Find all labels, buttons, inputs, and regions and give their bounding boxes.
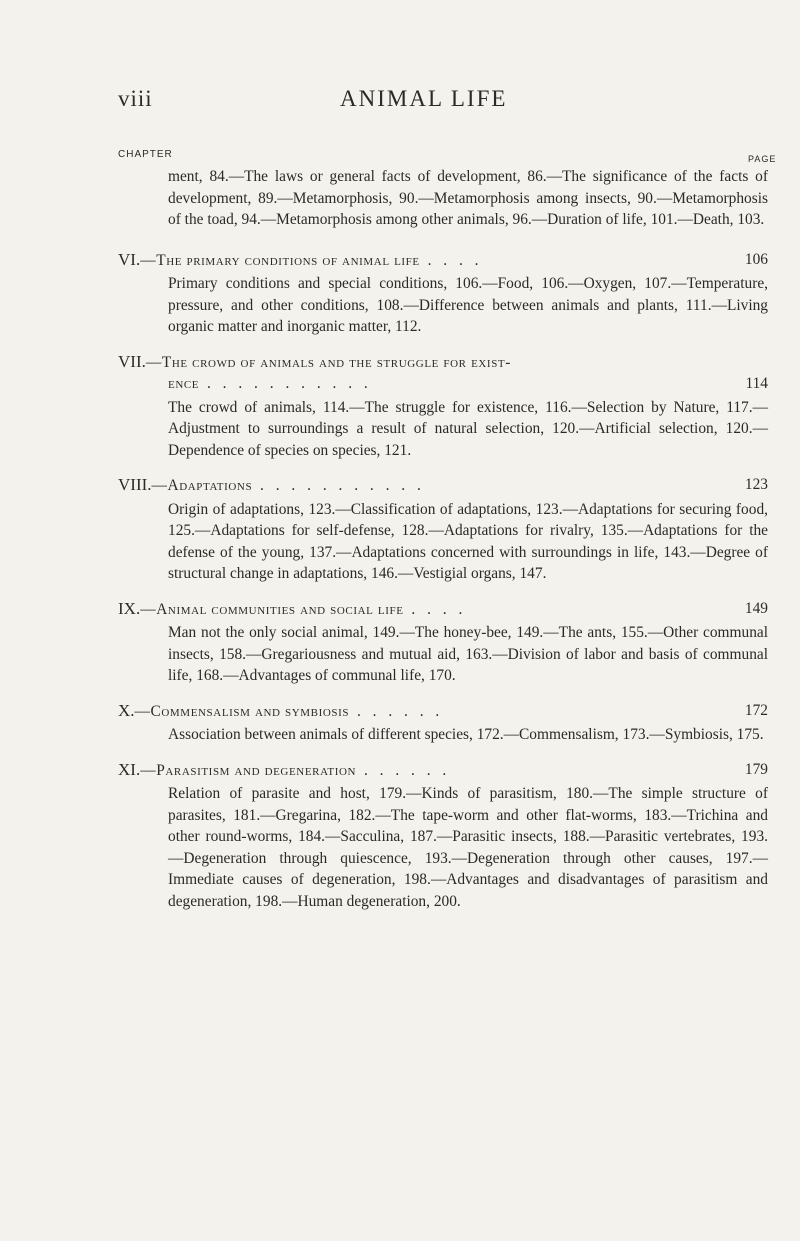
chapter-summary: The crowd of animals, 114.—The struggle for existence, 116.—Selection by Nature, 117.—Adjustment to surroundings a result of natural selection, 120.—Artificial selection, 120.—Dependence of species on species, 121.: [168, 398, 768, 459]
chapter-heading-continued: [118, 373, 768, 395]
chapter-title: —Adaptations: [151, 477, 253, 494]
chapter-summary: Association between animals of different species, 172.—Commensalism, 173.—Symbiosis, 175.: [168, 726, 764, 743]
chapter-title: —Animal communities and social life: [140, 600, 404, 618]
chapter-title-continued: ence: [168, 375, 200, 392]
chapter-summary: Origin of adaptations, 123.—Classification of adaptations, 123.—Adaptations for securing food, 125.—Adaptations for self-defense, 128.—Adaptations for rivalry, 135.—Adaptations for the defense of the young, 137.—Adaptations concerned with surroundings in life, 143.—Degree of structural change in adaptations, 146.—Vestigial organs, 147.: [168, 500, 768, 582]
chapter-entry-x: [118, 700, 768, 746]
chapter-numeral: VI.: [118, 249, 141, 269]
page-column-label: PAGE: [748, 154, 777, 164]
chapter-entry-xi: [118, 759, 768, 913]
chapter-heading: [118, 474, 768, 497]
dot-leader: . . . . . .: [356, 761, 451, 779]
chapter-heading: [118, 700, 768, 723]
dot-leader: . . . . . . . . . . .: [199, 375, 372, 392]
chapter-numeral: XI.: [118, 759, 141, 779]
dot-leader: . . . .: [403, 600, 467, 618]
chapter-numeral: X.: [118, 700, 135, 720]
table-of-contents: [118, 166, 768, 912]
chapter-entry-vi: [118, 249, 768, 338]
chapter-page-number: 179: [744, 760, 768, 778]
dot-leader: . . . . . . . . . . .: [252, 477, 425, 494]
chapter-numeral: IX.: [118, 598, 141, 618]
chapter-heading: [118, 598, 768, 621]
chapter-title: —Parasitism and degeneration: [140, 761, 357, 779]
chapter-numeral: VIII.: [118, 475, 152, 494]
running-title: ANIMAL LIFE: [340, 86, 508, 111]
chapter-heading: [118, 351, 768, 374]
chapter-page-number: 114: [745, 375, 768, 392]
chapter-title: —Commensalism and symbiosis: [134, 702, 350, 720]
page-number: viii: [118, 86, 153, 111]
continued-chapter-summary: ment, 84.—The laws or general facts of development, 86.—The significance of the facts of development, 89.—Metamorphosis, 90.—Metamorphosis among insects, 90.—Metamorphosis of the toad, 94.—Metamorphosis among other animals, 96.—Duration of life, 101.—Death, 103.: [168, 168, 768, 228]
chapter-title: —The primary conditions of animal life: [140, 251, 420, 269]
chapter-page-number: 123: [744, 476, 768, 493]
chapter-summary: Relation of parasite and host, 179.—Kinds of parasitism, 180.—The simple structure of parasites, 181.—Gregarina, 182.—The tape-worm and other flat-worms, 183.—Trichina and other round-worms, 184.—Sacculina, 187.—Parasitic insects, 188.—Parasitic vertebrates, 193.—Degeneration through quiescence, 193.—Degeneration through other causes, 197.—Immediate causes of degeneration, 198.—Advantages and disadvantages of parasitism and degeneration, 198.—Human degeneration, 200.: [168, 785, 768, 910]
chapter-entry-ix: [118, 598, 768, 687]
chapter-page-number: 172: [744, 701, 768, 719]
dot-leader: . . . . . .: [349, 702, 444, 720]
chapter-summary: Man not the only social animal, 149.—The honey-bee, 149.—The ants, 155.—Other communal insects, 158.—Gregariousness and mutual aid, 163.—Division of labor and basis of communal life, 168.—Advantages of communal life, 170.: [168, 624, 768, 684]
chapter-entry-viii: [118, 474, 768, 585]
chapter-numeral: VII.: [118, 351, 146, 371]
chapter-heading: [118, 249, 768, 272]
chapter-title: —The crowd of animals and the struggle for exist-: [145, 353, 511, 371]
chapter-heading: [118, 759, 768, 782]
chapter-column-label: CHAPTER: [118, 149, 173, 160]
chapter-entry-vii: [118, 351, 768, 462]
chapter-page-number: 106: [744, 250, 768, 268]
dot-leader: . . . .: [419, 251, 483, 269]
chapter-page-number: 149: [744, 599, 768, 617]
chapter-summary: Primary conditions and special conditions, 106.—Food, 106.—Oxygen, 107.—Temperature, pressure, and other conditions, 108.—Difference between animals and plants, 111.—Living organic matter and inorganic matter, 112.: [168, 275, 768, 335]
